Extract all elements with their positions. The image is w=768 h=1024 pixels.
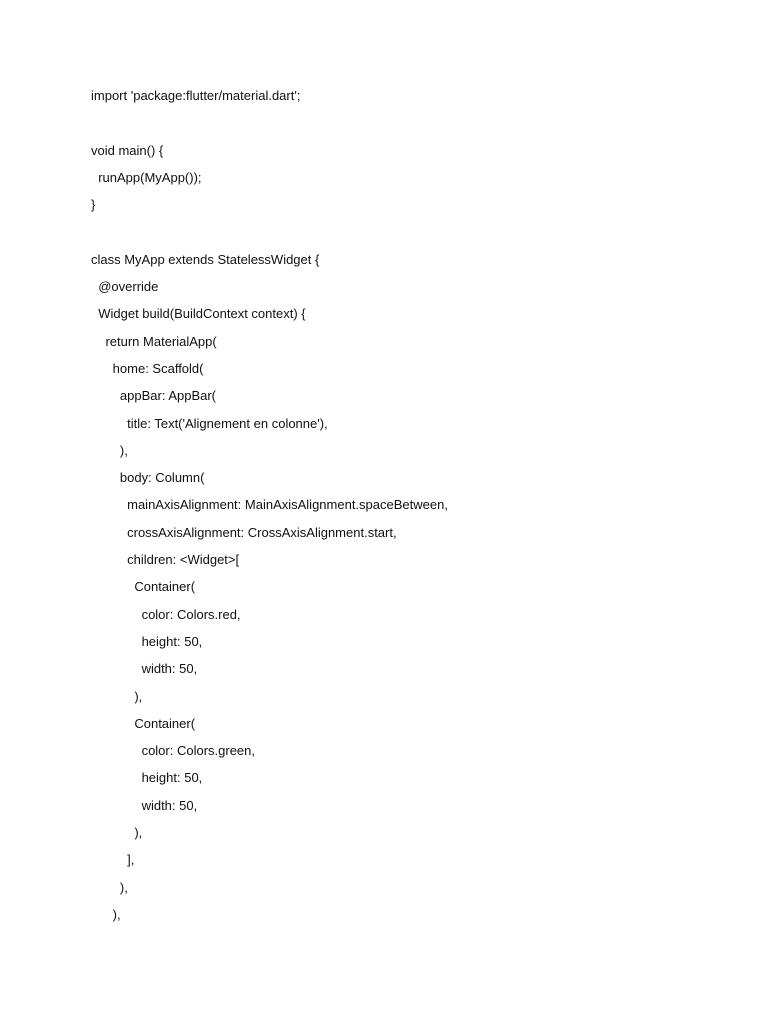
code-line: width: 50, <box>91 661 198 677</box>
code-line: Widget build(BuildContext context) { <box>91 306 306 322</box>
code-line: class MyApp extends StatelessWidget { <box>91 251 320 267</box>
code-line: runApp(MyApp()); <box>91 169 202 185</box>
code-line: return MaterialApp( <box>91 333 217 349</box>
code-line: mainAxisAlignment: MainAxisAlignment.spaceBetween, <box>91 497 448 513</box>
code-line: ], <box>91 852 135 868</box>
code-line: crossAxisAlignment: CrossAxisAlignment.start, <box>91 524 397 540</box>
code-line: body: Column( <box>91 470 205 486</box>
code-line: color: Colors.green, <box>91 743 256 759</box>
code-line: width: 50, <box>91 797 198 813</box>
code-line: ), <box>91 879 128 895</box>
code-line: title: Text('Alignement en colonne'), <box>91 415 328 431</box>
code-line: @override <box>91 279 159 295</box>
code-line: ), <box>91 906 121 922</box>
code-line: ), <box>91 825 143 841</box>
code-line: ), <box>91 688 143 704</box>
code-line: Container( <box>91 579 196 595</box>
code-line: children: <Widget>[ <box>91 552 240 568</box>
code-line: ), <box>91 442 128 458</box>
code-line: height: 50, <box>91 633 203 649</box>
code-line: height: 50, <box>91 770 203 786</box>
code-line: color: Colors.red, <box>91 606 241 622</box>
code-line <box>91 218 448 245</box>
code-line: Container( <box>91 715 196 731</box>
code-line: void main() { <box>91 142 164 158</box>
code-line: home: Scaffold( <box>91 360 204 376</box>
code-listing <box>91 82 448 928</box>
code-line: } <box>91 197 96 213</box>
code-line: import 'package:flutter/material.dart'; <box>91 88 301 103</box>
code-line <box>91 109 448 136</box>
code-line: appBar: AppBar( <box>91 388 217 404</box>
